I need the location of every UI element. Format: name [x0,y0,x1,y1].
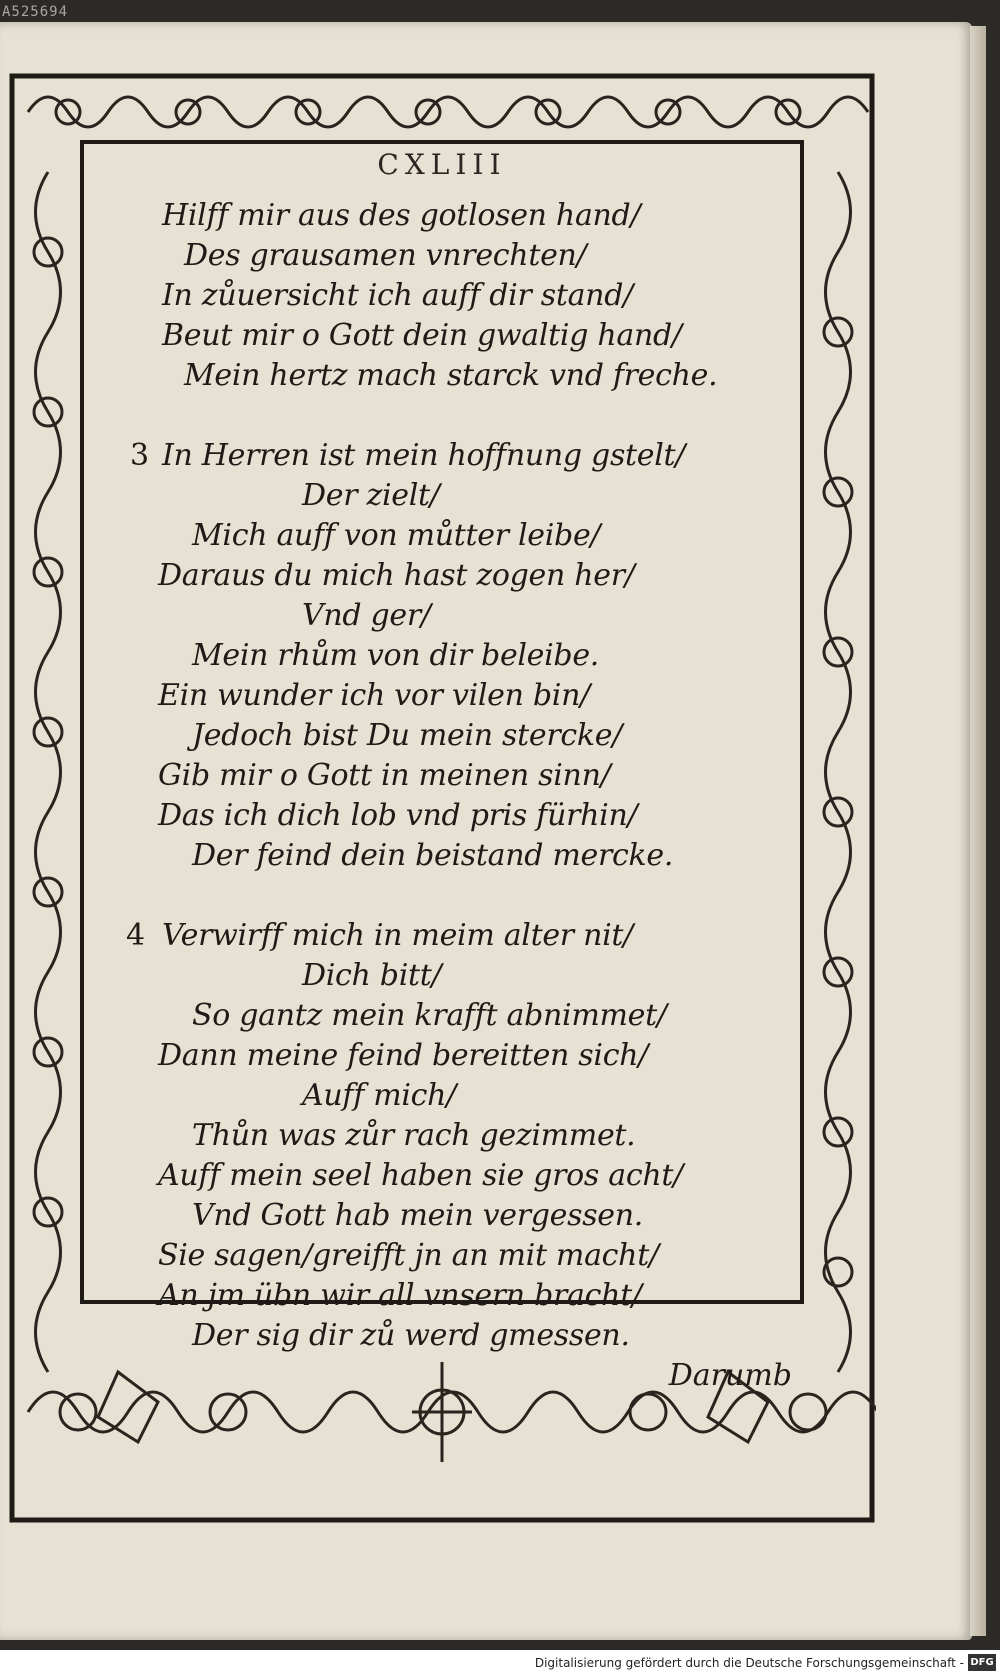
verse-line: Mein hertz mach starck vnd freche. [184,358,718,393]
verse-line: Sie sagen/greifft jn an mit macht/ [158,1238,659,1273]
scan-id: A525694 [2,4,69,20]
text-column [92,148,792,1398]
footer-bar [0,1650,1000,1679]
verse-line: Gib mir o Gott in meinen sinn/ [158,758,611,793]
verse-line: Dann meine feind bereitten sich/ [158,1038,649,1073]
verse-line: An jm übn wir all vnsern bracht/ [158,1278,642,1313]
verse-line: Das ich dich lob vnd pris fürhin/ [158,798,638,833]
verse-line: Der sig dir zů werd gmessen. [192,1318,630,1353]
verse-line: Dich bitt/ [302,958,442,993]
verse-line: Ein wunder ich vor vilen bin/ [158,678,590,713]
verse-line: Mein rhům von dir beleibe. [192,638,600,673]
dfg-logo: DFG [968,1654,996,1671]
verse-line: Auff mich/ [302,1078,457,1113]
verse-line: Beut mir o Gott dein gwaltig hand/ [162,318,682,353]
verse-line: Vnd Gott hab mein vergessen. [192,1198,644,1233]
verse-line: Thůn was zůr rach gezimmet. [192,1118,636,1153]
stanza-number: 3 [130,438,150,473]
verse-line: Vnd ger/ [302,598,431,633]
verse-line: In zůuersicht ich auff dir stand/ [162,278,633,313]
verse-line: Daraus du mich hast zogen her/ [158,558,635,593]
verse-line: Jedoch bist Du mein stercke/ [192,718,623,753]
funding-credit: Digitalisierung gefördert durch die Deutsche Forschungsgemeinschaft - [534,1656,964,1670]
verse-line: Der feind dein beistand mercke. [192,838,674,873]
verse-line: In Herren ist mein hoffnung gstelt/ [162,438,686,473]
verse-line: Des grausamen vnrechten/ [184,238,587,273]
verse-line: Mich auff von můtter leibe/ [192,518,601,553]
verse-line: Hilff mir aus des gotlosen hand/ [162,198,641,233]
verse-line: Auff mein seel haben sie gros acht/ [158,1158,683,1193]
verse-line: So gantz mein krafft abnimmet/ [192,998,667,1033]
stanza-number: 4 [126,918,146,953]
verse-line: Verwirff mich in meim alter nit/ [162,918,633,953]
folio-number: CXLIII [377,148,507,181]
catchword: Darumb [668,1358,792,1393]
verse-line: Der zielt/ [302,478,440,513]
page-edge [970,26,986,1636]
